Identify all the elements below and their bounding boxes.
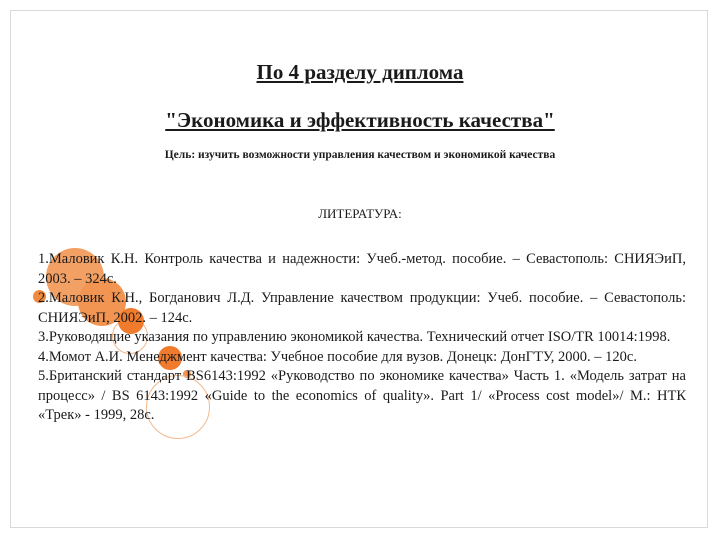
reference-item: 2.Маловик К.Н., Богданович Л.Д. Управление качеством продукции: Учеб. пособие. – Севастополь: СНИЯЭиП, 2002. – 124с.: [38, 290, 686, 326]
page-title: "Экономика и эффективность качества": [165, 108, 555, 132]
reference-item: 1.Маловик К.Н. Контроль качества и надежности: Учеб.-метод. пособие. – Севастополь: СНИЯЭиП, 2003. – 324с.: [38, 251, 686, 287]
reference-item: 4.Момот А.И. Менеджмент качества: Учебное пособие для вузов. Донецк: ДонГТУ, 2000. – 120с.: [38, 348, 637, 365]
reference-item: 3.Руководящие указания по управлению экономикой качества. Технический отчет ISO/TR 10014:1998.: [38, 329, 671, 345]
reference-item: 5.Британский стандарт BS6143:1992 «Руководство по экономике качества» Часть 1. «Модель затрат на процесс» / BS 6143:1992 «Guide to the economics of quality». Part 1/ «Process cost model»/ М.: НТК «Трек» - 1999, 28с.: [38, 368, 686, 423]
reference-list: [38, 250, 686, 426]
page-heading: По 4 разделу диплома: [256, 60, 464, 84]
goal-text: Цель: изучить возможности управления качеством и экономикой качества: [164, 149, 556, 161]
literature-label: ЛИТЕРАТУРА:: [318, 206, 402, 221]
